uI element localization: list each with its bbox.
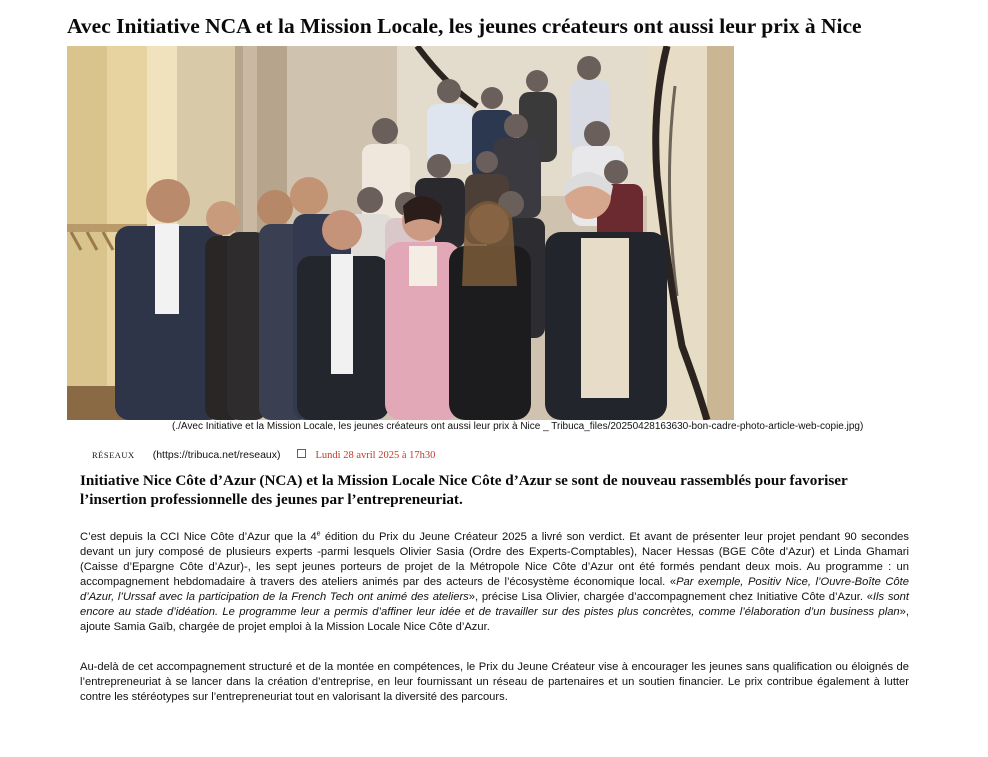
paragraph-1-text-b: édition du Prix du Jeune Créateur 2025 a livré son verdict. Et avant de présenter leur projet pendant 90 secondes devant un jury composé de plusieurs experts -parmi lesquels Olivier Sasia (Ordre des Experts-Comptables), Nacer Hessas (BGE Côte d’Azur) et Linda Ghamari (Caisse d’Epargne Côte d’Azur)-, les sept jeunes porteurs de projet de la Métropole Nice Côte d’Azur ont été formés pendant deux mois. Au programme : un accompagnement hebdomadaire à travers des ateliers animés par des acteurs de l’écosystème économique local. « <box>80 531 909 588</box>
image-caption: (./Avec Initiative et la Mission Locale, les jeunes créateurs ont aussi leur prix à Nice _ Tribuca_files/20250428163630-bon-cadre-photo-article-web-copie.jpg) <box>172 421 864 432</box>
article-lede: Initiative Nice Côte d’Azur (NCA) et la Mission Locale Nice Côte d’Azur se sont de nouveau rassemblés pour favoriser l’insertion professionnelle des jeunes par l’entrepreneuriat. <box>80 472 848 508</box>
article-paragraph-2: Au-delà de cet accompagnement structuré et de la montée en compétences, le Prix du Jeune Créateur vise à encourager les jeunes sans qualification ou éloignés de l’entrepreneuriat à se lancer dans la création d’entreprise, en leur fournissant un réseau de partenaires et un soutien financier. Le prix contribue également à lutter contre les stéréotypes sur l’entrepreneuriat tout en valorisant la diversité des parcours. <box>80 661 909 703</box>
article-meta <box>92 445 435 459</box>
category-url-link[interactable]: (https://tribuca.net/reseaux) <box>152 449 281 461</box>
paragraph-1-text-a: C’est depuis la CCI Nice Côte d’Azur que la 4 <box>80 531 317 543</box>
calendar-icon <box>297 449 306 458</box>
quote-positiv-nice: Par exemple, Positiv Nice, l’Ouvre-Boîte Côte d’Azur, l’Urssaf avec la participation de la French Tech ont animé des ateliers <box>80 576 909 603</box>
article-paragraph-1 <box>80 530 909 635</box>
publish-date: Lundi 28 avril 2025 à 17h30 <box>315 450 436 461</box>
category-link[interactable]: RÉSEAUX <box>92 450 135 460</box>
article-title: Avec Initiative NCA et la Mission Locale, les jeunes créateurs ont aussi leur prix à Nice <box>67 14 862 38</box>
article-photo <box>67 46 734 420</box>
paragraph-1-text-d: », ajoute Samia Gaïb, chargée de projet emploi à la Mission Locale Nice Côte d’Azur. <box>80 606 909 633</box>
ordinal-suffix: e <box>316 530 321 538</box>
paragraph-1-text-c: », précise Lisa Olivier, chargée d’accompagnement chez Initiative Côte d’Azur. « <box>468 591 873 603</box>
quote-ideation: Ils sont encore au stade d’idéation. Le programme leur a permis d’affiner leur idée et de travailler sur des pistes plus concrètes, comme l’élaboration d’un business plan <box>80 591 909 618</box>
